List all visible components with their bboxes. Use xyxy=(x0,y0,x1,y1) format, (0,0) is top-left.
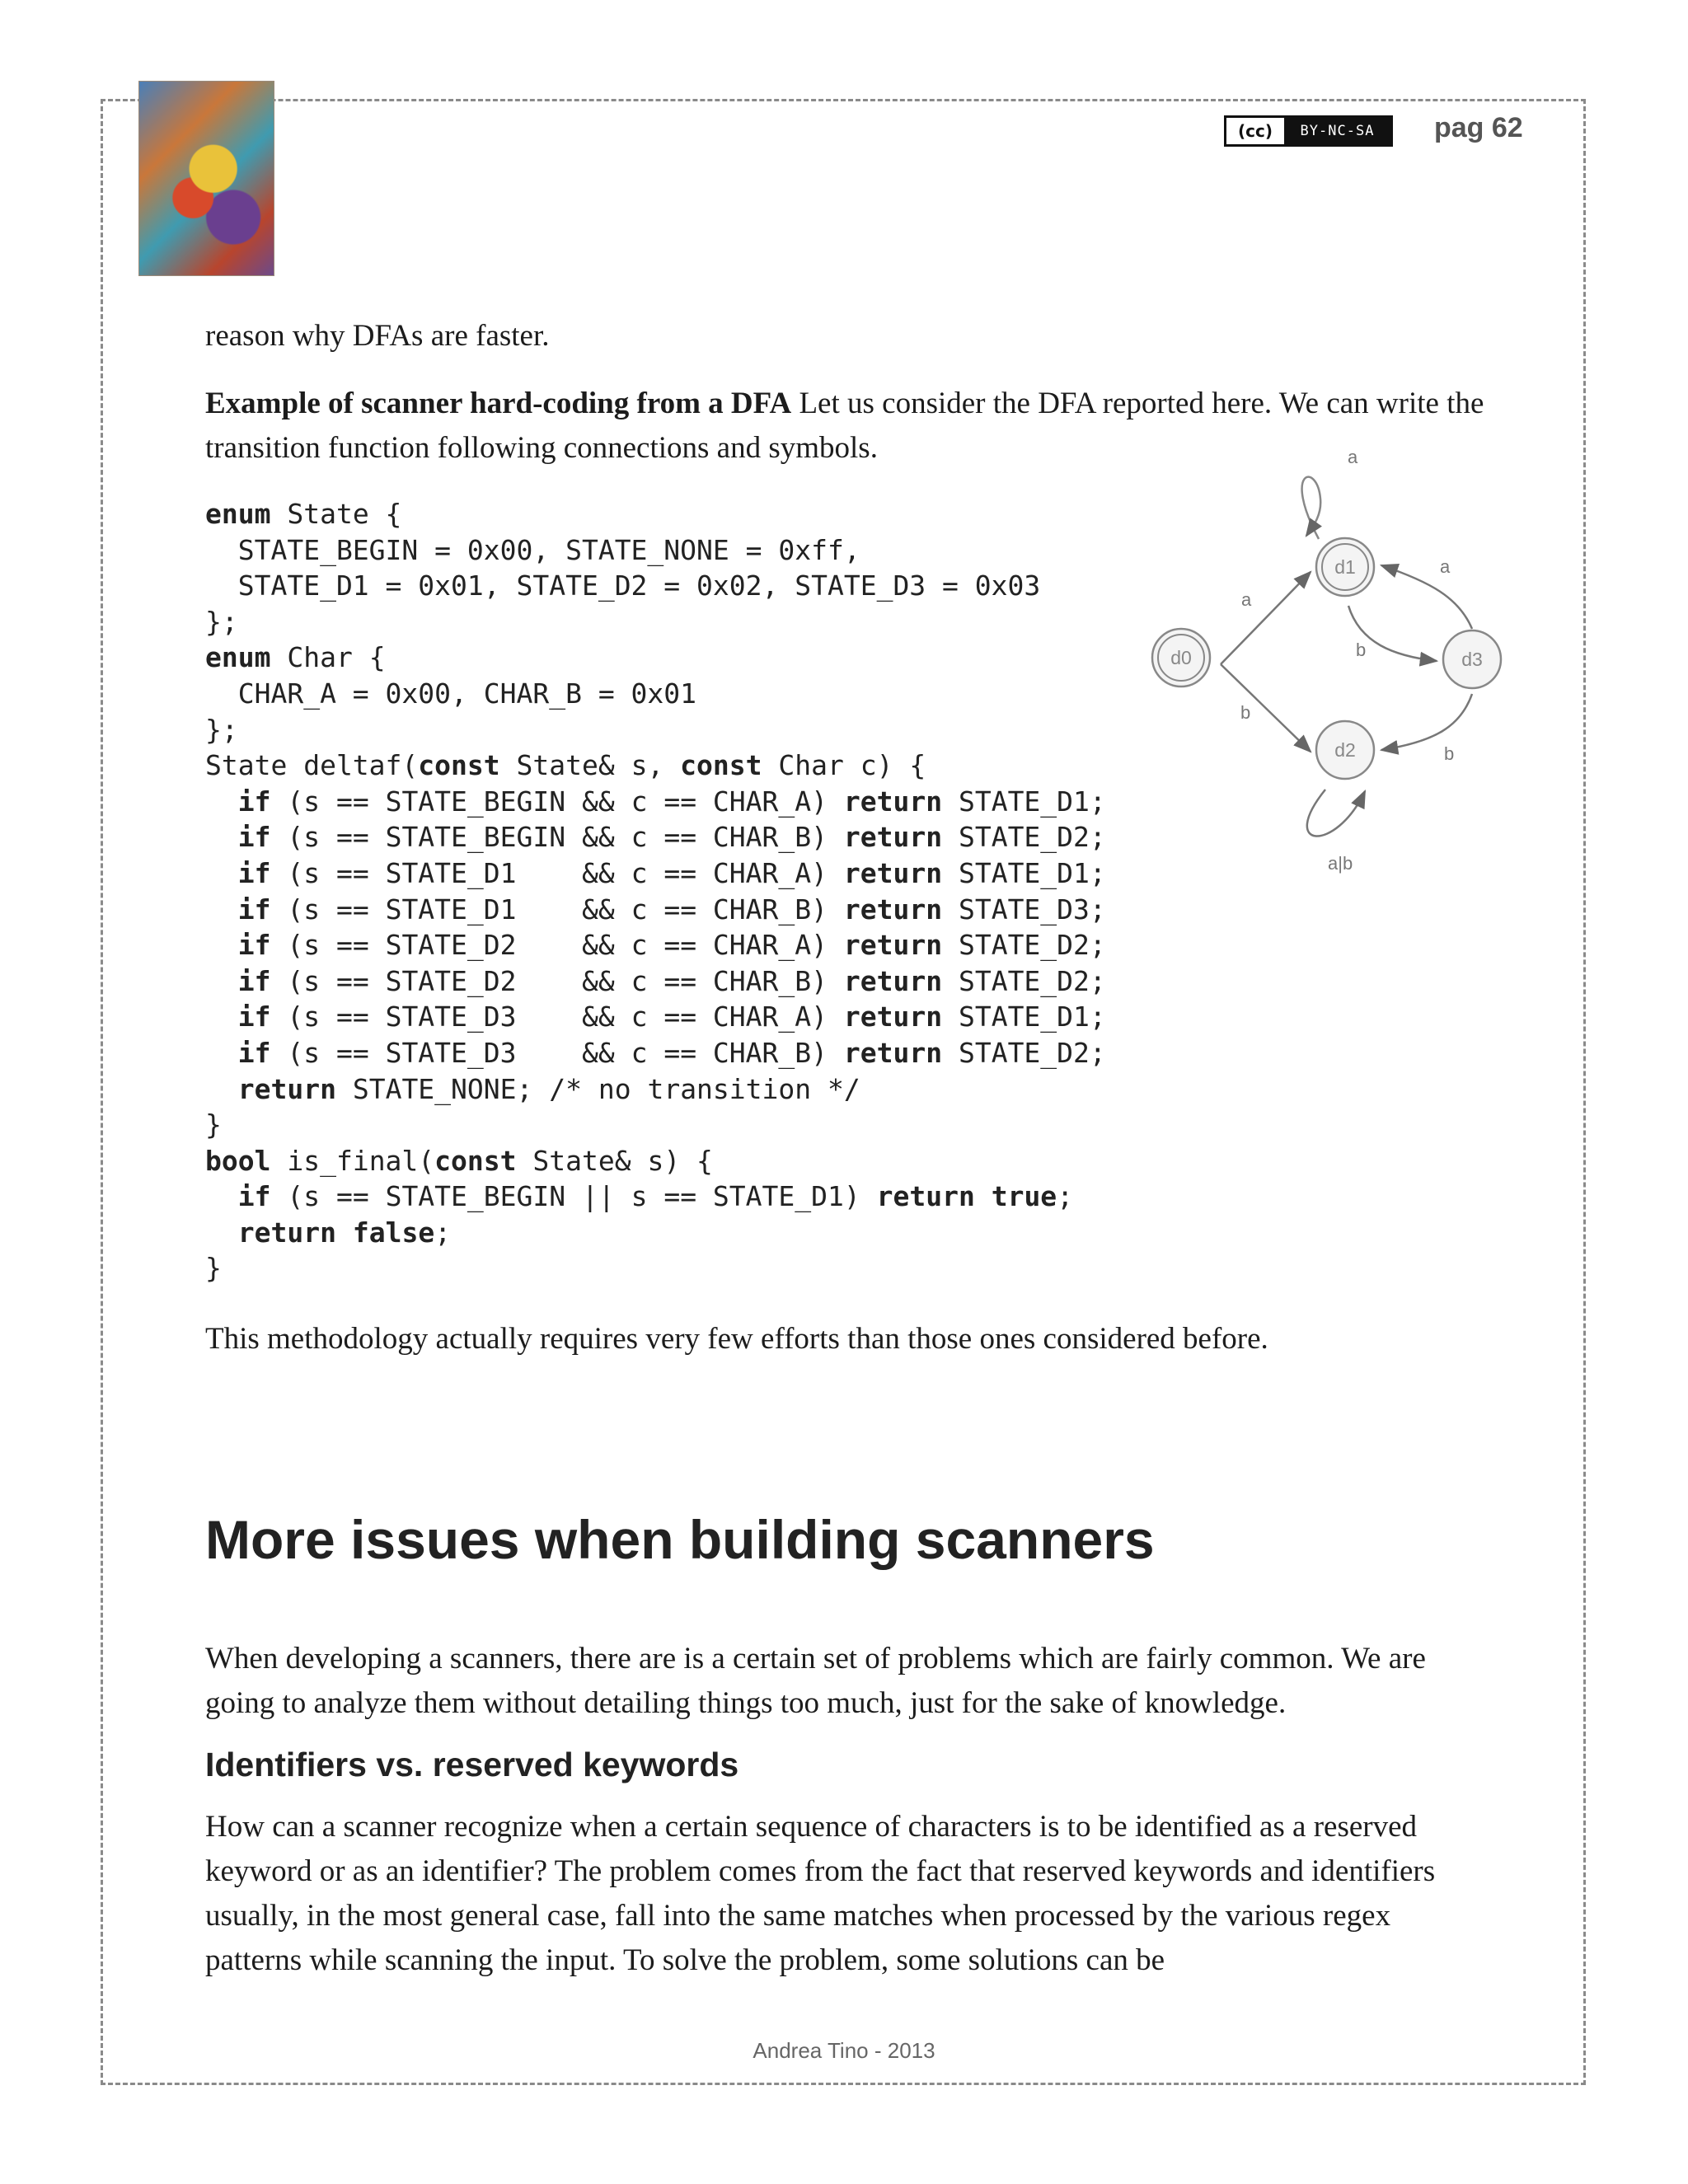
code-text: (s == STATE_D1 && c == CHAR_A) xyxy=(270,856,844,889)
code-text: Char c) { xyxy=(762,749,926,782)
code-text: State deltaf( xyxy=(205,749,419,782)
code-line xyxy=(205,1215,1106,1251)
code-text: (s == STATE_D1 && c == CHAR_B) xyxy=(270,893,844,926)
code-text: STATE_BEGIN = 0x00, STATE_NONE = 0xff, xyxy=(205,533,860,566)
code-keyword: if xyxy=(237,1001,271,1033)
code-line xyxy=(205,784,1106,820)
code-line xyxy=(205,963,1106,1000)
code-line xyxy=(205,748,1106,784)
code-keyword: return xyxy=(843,964,943,997)
code-keyword: if xyxy=(237,1036,271,1069)
code-keyword: return xyxy=(843,893,943,926)
code-text: STATE_D1; xyxy=(942,856,1106,889)
section-heading: More issues when building scanners xyxy=(205,1509,1155,1570)
code-text: (s == STATE_D2 && c == CHAR_A) xyxy=(270,929,844,962)
page-number: pag 62 xyxy=(1434,112,1523,143)
cc-logo: (cc) xyxy=(1226,118,1284,144)
code-text: STATE_D1; xyxy=(942,1001,1106,1033)
code-block xyxy=(205,496,1106,1286)
code-text xyxy=(205,893,238,926)
example-heading: Example of scanner hard-coding from a DFA xyxy=(205,387,792,420)
code-text: STATE_D1 = 0x01, STATE_D2 = 0x02, STATE_D3 = 0x03 xyxy=(205,569,1041,602)
state-d1-label: d1 xyxy=(1334,556,1356,578)
code-text xyxy=(205,1073,238,1105)
code-line xyxy=(205,532,1106,569)
code-keyword: if xyxy=(237,785,271,818)
code-keyword: return xyxy=(843,821,943,854)
code-text: STATE_D2; xyxy=(942,1036,1106,1069)
code-text: (s == STATE_BEGIN && c == CHAR_A) xyxy=(270,785,844,818)
code-keyword: return xyxy=(843,785,943,818)
code-text: CHAR_A = 0x00, CHAR_B = 0x01 xyxy=(205,677,697,710)
paragraph-keywords: How can a scanner recognize when a certain sequence of characters is to be identified as a reserved keyword or as an identifier? The problem comes from the fact that reserved keywords and identifiers usually, in the most general case, fall into the same matches when processed by the various regex patterns while scanning the input. To solve the problem, some solutions can be xyxy=(205,1810,1436,1977)
code-text: STATE_D3; xyxy=(942,893,1106,926)
example-text: Let us consider the DFA reported here. We can write the transition function following connections and symbols. xyxy=(205,387,1484,465)
code-line xyxy=(205,496,1106,532)
license-badge xyxy=(1224,115,1393,147)
code-text: STATE_D2; xyxy=(942,821,1106,854)
state-d3-label: d3 xyxy=(1461,649,1483,670)
code-text: (s == STATE_D3 && c == CHAR_B) xyxy=(270,1036,844,1069)
state-d0-label: d0 xyxy=(1170,647,1192,668)
code-text xyxy=(205,1180,238,1212)
code-text: STATE_D1; xyxy=(942,785,1106,818)
code-text: (s == STATE_BEGIN || s == STATE_D1) xyxy=(270,1180,877,1213)
code-line xyxy=(205,999,1106,1035)
cover-thumbnail xyxy=(138,81,274,276)
code-line xyxy=(205,676,1106,712)
code-line xyxy=(205,1250,1106,1286)
paragraph-scanner-problems: When developing a scanners, there are is a certain set of problems which are fairly common. We are going to analyze them without detailing things too much, just for the sake of knowledge. xyxy=(205,1642,1426,1720)
state-d3 xyxy=(1443,630,1501,688)
code-line xyxy=(205,1071,1106,1108)
code-line xyxy=(205,1107,1106,1143)
code-text: State { xyxy=(270,498,402,530)
code-keyword: return xyxy=(876,1180,975,1213)
code-keyword: if xyxy=(237,929,271,962)
code-line xyxy=(205,819,1106,855)
code-line xyxy=(205,855,1106,892)
code-text: ; xyxy=(1057,1180,1074,1213)
code-keyword: if xyxy=(237,821,271,854)
code-line xyxy=(205,604,1106,640)
state-d2 xyxy=(1316,721,1374,779)
code-text xyxy=(205,929,238,961)
footer-author: Andrea Tino - 2013 xyxy=(753,2038,935,2063)
code-keyword: return xyxy=(843,856,943,889)
label-d0-d2: b xyxy=(1240,702,1251,723)
code-text: (s == STATE_D3 && c == CHAR_A) xyxy=(270,1001,844,1033)
subsection-heading: Identifiers vs. reserved keywords xyxy=(205,1746,739,1783)
label-d3-d1: a xyxy=(1440,556,1451,577)
code-keyword: if xyxy=(237,856,271,889)
code-text xyxy=(205,965,238,997)
label-d0-d1: a xyxy=(1241,589,1252,610)
code-keyword: false xyxy=(352,1216,435,1249)
code-keyword: return xyxy=(843,1036,943,1069)
code-text xyxy=(205,1216,238,1249)
code-keyword: return xyxy=(237,1072,336,1105)
code-text: State& s) { xyxy=(516,1144,713,1177)
code-line xyxy=(205,927,1106,963)
code-text: STATE_D2; xyxy=(942,964,1106,997)
label-d2-loop: a|b xyxy=(1328,853,1353,874)
code-keyword: const xyxy=(434,1144,517,1177)
code-text: } xyxy=(205,1252,222,1285)
code-keyword: const xyxy=(418,749,500,782)
code-text: } xyxy=(205,1108,222,1141)
code-text xyxy=(205,821,238,853)
license-terms: BY-NC-SA xyxy=(1300,123,1375,139)
code-line xyxy=(205,892,1106,928)
edge-d2-loop xyxy=(1307,790,1365,837)
code-keyword: if xyxy=(237,893,271,926)
code-text: STATE_D2; xyxy=(942,929,1106,962)
code-text xyxy=(205,1001,238,1033)
edge-d0-d1 xyxy=(1221,572,1311,664)
code-keyword: enum xyxy=(205,498,271,530)
code-text xyxy=(975,1180,992,1212)
label-d1-d3: b xyxy=(1356,640,1367,660)
code-text: is_final( xyxy=(270,1144,435,1177)
code-line xyxy=(205,568,1106,604)
code-keyword: bool xyxy=(205,1144,271,1177)
code-text: }; xyxy=(205,713,238,746)
code-keyword: if xyxy=(237,1180,271,1213)
code-keyword: if xyxy=(237,964,271,997)
paragraph-intro: reason why DFAs are faster. xyxy=(205,319,550,353)
code-line xyxy=(205,1035,1106,1071)
dfa-diagram xyxy=(1137,437,1517,882)
code-keyword: return xyxy=(843,929,943,962)
code-line xyxy=(205,1179,1106,1215)
code-text xyxy=(205,1037,238,1069)
paragraph-methodology: This methodology actually requires very few efforts than those ones considered before. xyxy=(205,1322,1268,1356)
code-keyword: const xyxy=(680,749,762,782)
edge-d3-d1 xyxy=(1381,565,1472,629)
edge-d1-loop xyxy=(1302,477,1321,539)
edge-d3-d2 xyxy=(1381,694,1472,750)
code-text: Char { xyxy=(270,641,386,674)
code-text xyxy=(205,857,238,889)
code-text: STATE_NONE; /* no transition */ xyxy=(335,1072,860,1105)
code-text: (s == STATE_BEGIN && c == CHAR_B) xyxy=(270,821,844,854)
code-text xyxy=(205,785,238,818)
code-keyword: return xyxy=(843,1001,943,1033)
state-d0 xyxy=(1152,629,1210,687)
code-line xyxy=(205,640,1106,676)
code-text xyxy=(336,1216,353,1249)
code-text: ; xyxy=(434,1216,452,1249)
label-d1-loop: a xyxy=(1348,447,1358,467)
state-d2-label: d2 xyxy=(1334,739,1356,761)
code-line xyxy=(205,1143,1106,1179)
code-text: (s == STATE_D2 && c == CHAR_B) xyxy=(270,964,844,997)
state-d1 xyxy=(1316,538,1374,596)
code-keyword: return xyxy=(237,1216,336,1249)
code-text: State& s, xyxy=(499,749,681,782)
label-d3-d2: b xyxy=(1444,743,1455,764)
code-line xyxy=(205,712,1106,748)
edge-d0-d2 xyxy=(1221,664,1311,752)
code-keyword: true xyxy=(991,1180,1057,1213)
code-keyword: enum xyxy=(205,641,271,674)
code-text: }; xyxy=(205,605,238,638)
